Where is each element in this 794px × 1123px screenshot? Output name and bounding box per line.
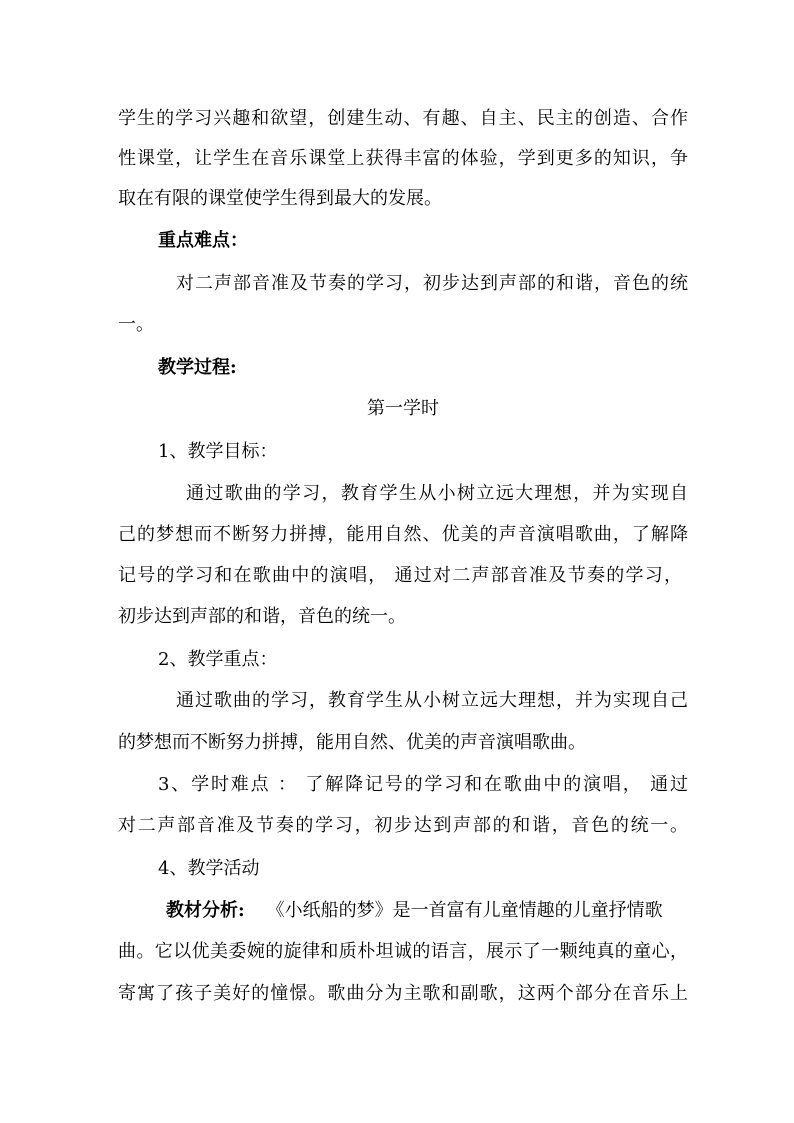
focus-line-2: 的梦想而不断努力拼搏，能用自然、优美的声音演唱歌曲。 xyxy=(118,732,586,753)
intro-line-1: 学生的学习兴趣和欲望，创建生动、有趣、自主、民主的创造、合作 xyxy=(118,108,688,129)
lesson-title: 第一学时 xyxy=(367,398,439,419)
key-difficulty-line-2: 一。 xyxy=(118,314,154,335)
analysis-line-2: 曲。它以优美委婉的旋律和质朴坦诚的语言，展示了一颗纯真的童心， xyxy=(118,941,688,962)
goal-line-1: 通过歌曲的学习，教育学生从小树立远大理想，并为实现自 xyxy=(186,483,688,504)
goal-heading: 1、教学目标： xyxy=(158,441,278,462)
analysis-label: 教材分析: xyxy=(166,900,245,921)
activity-heading: 4、教学活动 xyxy=(158,858,260,879)
process-heading: 教学过程: xyxy=(158,357,237,378)
key-difficulty-line-1: 对二声部音准及节奏的学习，初步达到声部的和谐，音色的统 xyxy=(176,273,688,294)
goal-line-3: 记号的学习和在歌曲中的演唱， 通过对二声部音准及节奏的学习， xyxy=(118,565,682,586)
analysis-line-1-text: 《小纸船的梦》是一首富有儿童情趣的儿童抒情歌 xyxy=(266,900,663,921)
focus-heading: 2、教学重点： xyxy=(158,649,278,670)
goal-line-2: 己的梦想而不断努力拼搏，能用自然、优美的声音演唱歌曲，了解降 xyxy=(118,524,688,545)
intro-line-2: 性课堂，让学生在音乐课堂上获得丰富的体验，学到更多的知识，争 xyxy=(118,148,688,169)
analysis-line-3: 寄寓了孩子美好的憧憬。歌曲分为主歌和副歌，这两个部分在音乐上 xyxy=(118,983,688,1004)
key-difficulty-heading: 重点难点： xyxy=(158,230,248,251)
goal-line-4: 初步达到声部的和谐，音色的统一。 xyxy=(118,606,406,627)
analysis-line-1 xyxy=(166,899,688,923)
intro-line-3: 取在有限的课堂使学生得到最大的发展。 xyxy=(118,188,442,209)
difficulty-line-2: 对二声部音准及节奏的学习，初步达到声部的和谐，音色的统一。 xyxy=(118,815,688,836)
focus-line-1: 通过歌曲的学习，教育学生从小树立远大理想，并为实现自己 xyxy=(176,690,688,711)
difficulty-line-1: 3、学时难点 ： 了解降记号的学习和在歌曲中的演唱， 通过 xyxy=(158,774,688,795)
